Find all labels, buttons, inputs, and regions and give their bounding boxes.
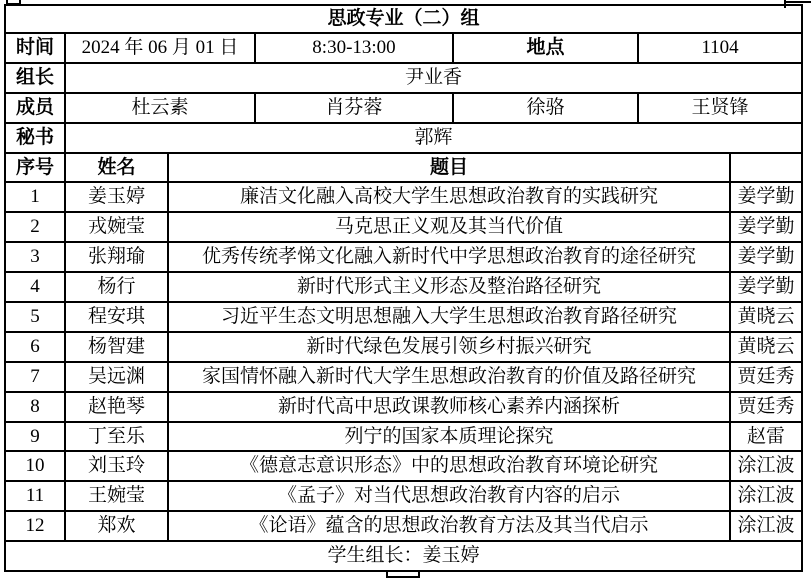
table-row [5, 93, 802, 123]
grid-artifact [784, 1, 811, 3]
advisor-cell: 贾廷秀 [730, 362, 802, 392]
row-index-cell: 12 [5, 511, 65, 541]
secretary-label: 秘书 [5, 123, 65, 153]
advisor-cell: 贾廷秀 [730, 392, 802, 422]
table-row [5, 511, 802, 541]
topic-cell: 马克思正义观及其当代价值 [168, 212, 730, 242]
advisor-cell: 涂江波 [730, 511, 802, 541]
leader-value: 尹业香 [65, 63, 802, 93]
row-index-cell: 9 [5, 422, 65, 452]
table-row [5, 123, 802, 153]
advisor-column-header [730, 153, 802, 183]
row-index-cell: 2 [5, 212, 65, 242]
topic-cell: 优秀传统孝悌文化融入新时代中学思想政治教育的途径研究 [168, 242, 730, 272]
table-row [5, 33, 802, 63]
location-label: 地点 [453, 33, 638, 63]
location-value: 1104 [638, 33, 802, 63]
student-name-cell: 杨智建 [65, 332, 168, 362]
table-row [5, 362, 802, 392]
topic-cell: 《德意志意识形态》中的思想政治教育环境论研究 [168, 451, 730, 481]
advisor-cell: 黄晓云 [730, 332, 802, 362]
topic-cell: 新时代形式主义形态及整治路径研究 [168, 272, 730, 302]
member-value: 杜云素 [65, 93, 255, 123]
row-index-cell: 7 [5, 362, 65, 392]
row-index-cell: 6 [5, 332, 65, 362]
student-name-cell: 郑欢 [65, 511, 168, 541]
student-name-cell: 王婉莹 [65, 481, 168, 511]
advisor-cell: 涂江波 [730, 481, 802, 511]
advisor-cell: 黄晓云 [730, 302, 802, 332]
row-index-cell: 5 [5, 302, 65, 332]
student-name-cell: 赵艳琴 [65, 392, 168, 422]
topic-cell: 习近平生态文明思想融入大学生思想政治教育路径研究 [168, 302, 730, 332]
table-header-row [5, 153, 802, 183]
row-index-cell: 8 [5, 392, 65, 422]
topic-cell: 列宁的国家本质理论探究 [168, 422, 730, 452]
thesis-defense-schedule-table [4, 4, 803, 572]
advisor-cell: 姜学勤 [730, 212, 802, 242]
time-range-value: 8:30-13:00 [255, 33, 453, 63]
advisor-cell: 涂江波 [730, 451, 802, 481]
topic-cell: 新时代绿色发展引领乡村振兴研究 [168, 332, 730, 362]
name-column-header: 姓名 [65, 153, 168, 183]
table-row [5, 481, 802, 511]
table-row [5, 392, 802, 422]
student-name-cell: 丁至乐 [65, 422, 168, 452]
student-leader-note: 学生组长：姜玉婷 [5, 541, 802, 571]
table-row [5, 272, 802, 302]
time-label: 时间 [5, 33, 65, 63]
grid-artifact [784, 0, 786, 8]
topic-cell: 新时代高中思政课教师核心素养内涵探析 [168, 392, 730, 422]
table-row [5, 63, 802, 93]
members-label: 成员 [5, 93, 65, 123]
table-row [5, 212, 802, 242]
row-index-cell: 11 [5, 481, 65, 511]
table-row [5, 242, 802, 272]
row-index-cell: 10 [5, 451, 65, 481]
table-row [5, 332, 802, 362]
student-name-cell: 张翔瑜 [65, 242, 168, 272]
student-name-cell: 程安琪 [65, 302, 168, 332]
row-index-cell: 3 [5, 242, 65, 272]
leader-label: 组长 [5, 63, 65, 93]
row-index-cell: 4 [5, 272, 65, 302]
table-row [5, 422, 802, 452]
row-index-cell: 1 [5, 182, 65, 212]
index-column-header: 序号 [5, 153, 65, 183]
group-title: 思政专业（二）组 [5, 5, 802, 33]
student-name-cell: 吴远渊 [65, 362, 168, 392]
table-row [5, 5, 802, 33]
grid-artifact [6, 3, 21, 5]
topic-column-header: 题目 [168, 153, 730, 183]
member-value: 肖芬蓉 [255, 93, 453, 123]
student-name-cell: 姜玉婷 [65, 182, 168, 212]
advisor-cell: 姜学勤 [730, 182, 802, 212]
student-name-cell: 戎婉莹 [65, 212, 168, 242]
topic-cell: 廉洁文化融入高校大学生思想政治教育的实践研究 [168, 182, 730, 212]
advisor-cell: 姜学勤 [730, 242, 802, 272]
topic-cell: 家国情怀融入新时代大学生思想政治教育的价值及路径研究 [168, 362, 730, 392]
table-row [5, 302, 802, 332]
table-row [5, 182, 802, 212]
date-value: 2024 年 06 月 01 日 [65, 33, 255, 63]
member-value: 王贤锋 [638, 93, 802, 123]
table-row [5, 451, 802, 481]
student-name-cell: 杨行 [65, 272, 168, 302]
table-footer-row [5, 541, 802, 571]
topic-cell: 《论语》蕴含的思想政治教育方法及其当代启示 [168, 511, 730, 541]
topic-cell: 《孟子》对当代思想政治教育内容的启示 [168, 481, 730, 511]
member-value: 徐骆 [453, 93, 638, 123]
secretary-value: 郭辉 [65, 123, 802, 153]
student-name-cell: 刘玉玲 [65, 451, 168, 481]
advisor-cell: 赵雷 [730, 422, 802, 452]
advisor-cell: 姜学勤 [730, 272, 802, 302]
